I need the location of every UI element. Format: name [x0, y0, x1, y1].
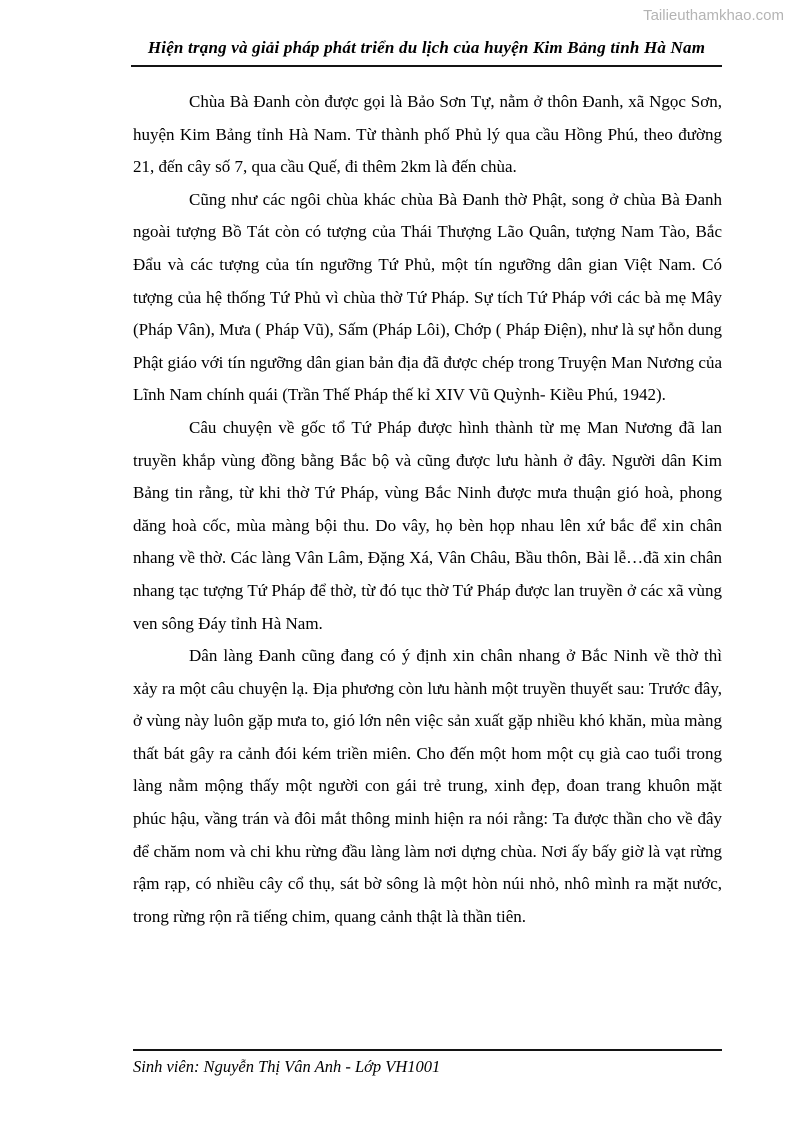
- paragraph-4: Dân làng Đanh cũng đang có ý định xin chân nhang ở Bắc Ninh về thờ thì xảy ra một câu chuyện lạ. Địa phương còn lưu hành một truyền thuyết sau: Trước đây, ở vùng này luôn gặp mưa to, gió lớn nên việc sản xuất gặp nhiều khó khăn, mùa màng thất bát gây ra cảnh đói kém triền miên. Cho đến một hom một cụ già cao tuổi trong làng nằm mộng thấy một người con gái trẻ trung, xinh đẹp, đoan trang khuôn mặt phúc hậu, vầng trán và đôi mắt thông minh hiện ra nói rằng: Ta được thần cho về đây để chăm nom và chi khu rừng đầu làng làm nơi dựng chùa. Nơi ấy bấy giờ là vạt rừng rậm rạp, có nhiều cây cổ thụ, sát bờ sông là một hòn núi nhỏ, nhô mình ra mặt nước, trong rừng rộn rã tiếng chim, quang cảnh thật là thần tiên.: [133, 646, 722, 926]
- page-header: [131, 38, 722, 67]
- paragraph-2: Cũng như các ngôi chùa khác chùa Bà Đanh thờ Phật, song ở chùa Bà Đanh ngoài tượng Bồ Tát còn có tượng của Thái Thượng Lão Quân, tượng Nam Tào, Bắc Đẩu và các tượng của tín ngưỡng Tứ Phủ, một tín ngưỡng dân gian Việt Nam. Có tượng của hệ thống Tứ Phủ vì chùa thờ Tứ Pháp. Sự tích Tứ Pháp với các bà mẹ Mây (Pháp Vân), Mưa ( Pháp Vũ), Sấm (Pháp Lôi), Chớp ( Pháp Điện), như là sự hỗn dung Phật giáo với tín ngưỡng dân gian bản địa đã được chép trong Truyện Man Nương của Lĩnh Nam chính quái (Trần Thế Pháp thế kỉ XIV Vũ Quỳnh- Kiều Phú, 1942).: [133, 189, 722, 405]
- page-footer: [133, 1049, 722, 1077]
- running-head-title: Hiện trạng và giải pháp phát triển du lịch của huyện Kim Bảng tỉnh Hà Nam: [147, 38, 706, 57]
- watermark-text: Tailieuthamkhao.com: [643, 7, 784, 24]
- paragraph-3: Câu chuyện về gốc tổ Tứ Pháp được hình thành từ mẹ Man Nương đã lan truyền khắp vùng đồng bằng Bắc bộ và cũng được lưu hành ở đây. Người dân Kim Bảng tin rằng, từ khi thờ Tứ Pháp, vùng Bắc Ninh được mưa thuận gió hoà, phong dăng hoà cốc, mùa màng bội thu. Do vây, họ bèn họp nhau lên xứ bắc để xin chân nhang về thờ. Các làng Vân Lâm, Đặng Xá, Vân Châu, Bầu thôn, Bài lễ…đã xin chân nhang tạc tượng Tứ Pháp để thờ, từ đó tục thờ Tứ Pháp được lan truyền ở các xã vùng ven sông Đáy tỉnh Hà Nam.: [133, 417, 722, 633]
- document-body: [133, 86, 722, 933]
- footer-divider: [133, 1049, 722, 1051]
- paragraph-1: Chùa Bà Đanh còn được gọi là Bảo Sơn Tự, nằm ở thôn Đanh, xã Ngọc Sơn, huyện Kim Bảng tỉnh Hà Nam. Từ thành phố Phủ lý qua cầu Hồng Phú, theo đường 21, đến cây số 7, qua cầu Quế, đi thêm 2km là đến chùa.: [133, 92, 722, 177]
- header-divider: [131, 65, 722, 67]
- footer-student-info: Sinh viên: Nguyễn Thị Vân Anh - Lớp VH1001: [133, 1057, 441, 1076]
